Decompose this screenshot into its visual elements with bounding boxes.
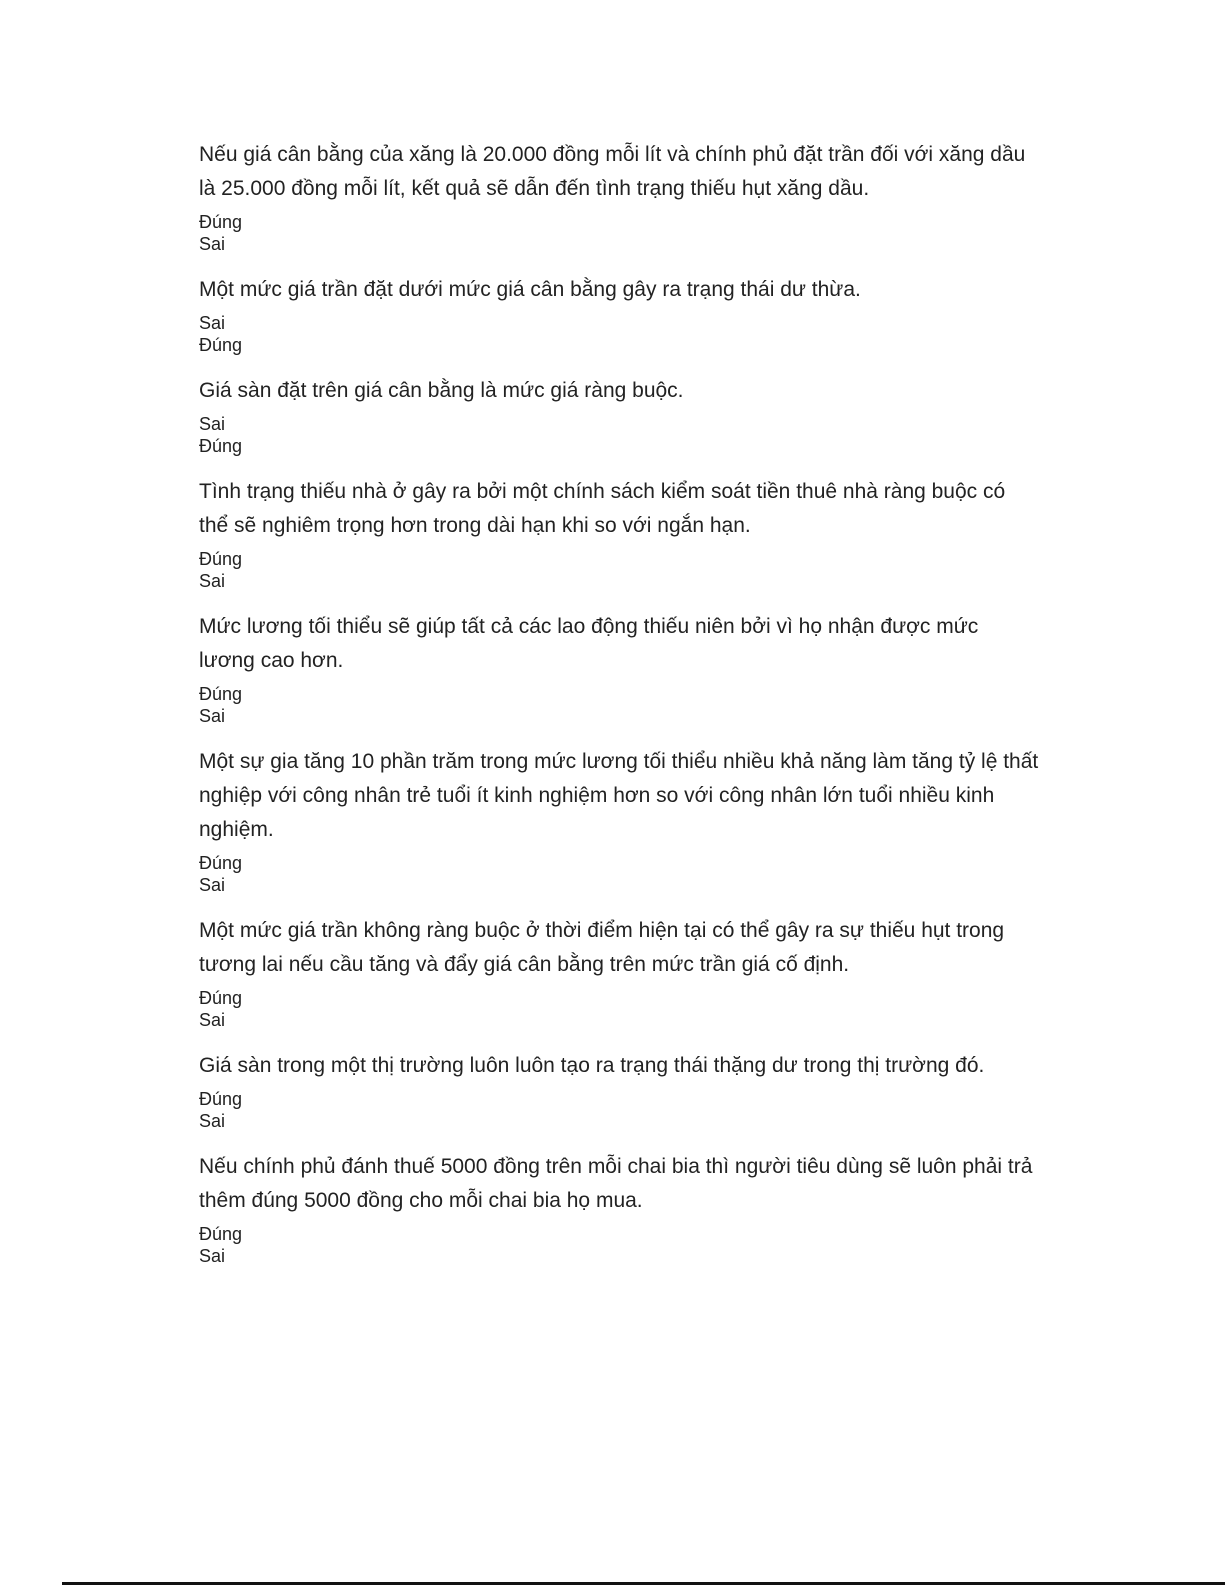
answer-options xyxy=(199,1088,1039,1132)
answer-option-sai[interactable]: Sai xyxy=(199,1010,226,1030)
question-text: Một mức giá trần đặt dưới mức giá cân bằng gây ra trạng thái dư thừa. xyxy=(199,278,861,301)
answer-option-sai[interactable]: Sai xyxy=(199,1111,226,1131)
answer-option-dung[interactable]: Đúng xyxy=(199,436,243,456)
answer-option-sai[interactable]: Sai xyxy=(199,234,226,254)
answer-option-dung[interactable]: Đúng xyxy=(199,853,243,873)
answer-option-dung[interactable]: Đúng xyxy=(199,335,243,355)
answer-option-dung[interactable]: Đúng xyxy=(199,549,243,569)
question-9 xyxy=(199,1150,1039,1267)
answer-options xyxy=(199,987,1039,1031)
answer-option-sai[interactable]: Sai xyxy=(199,706,226,726)
answer-option-sai[interactable]: Sai xyxy=(199,313,226,333)
quiz-page xyxy=(199,138,1039,1285)
answer-option-dung[interactable]: Đúng xyxy=(199,212,243,232)
question-2 xyxy=(199,273,1039,356)
answer-option-sai[interactable]: Sai xyxy=(199,875,226,895)
question-text: Một mức giá trần không ràng buộc ở thời điểm hiện tại có thể gây ra sự thiếu hụt trong tương lai nếu cầu tăng và đẩy giá cân bằng trên mức trần giá cố định. xyxy=(199,919,1005,976)
answer-options xyxy=(199,852,1039,896)
question-7 xyxy=(199,914,1039,1031)
answer-option-dung[interactable]: Đúng xyxy=(199,1089,243,1109)
answer-options xyxy=(199,312,1039,356)
answer-option-sai[interactable]: Sai xyxy=(199,414,226,434)
answer-option-sai[interactable]: Sai xyxy=(199,1246,226,1266)
question-5 xyxy=(199,610,1039,727)
answer-options xyxy=(199,683,1039,727)
question-text: Mức lương tối thiểu sẽ giúp tất cả các lao động thiếu niên bởi vì họ nhận được mức lương cao hơn. xyxy=(199,615,979,672)
answer-options xyxy=(199,211,1039,255)
question-text: Nếu giá cân bằng của xăng là 20.000 đồng mỗi lít và chính phủ đặt trần đối với xăng dầu là 25.000 đồng mỗi lít, kết quả sẽ dẫn đến tình trạng thiếu hụt xăng dầu. xyxy=(199,143,1026,200)
answer-option-sai[interactable]: Sai xyxy=(199,571,226,591)
answer-options xyxy=(199,548,1039,592)
answer-option-dung[interactable]: Đúng xyxy=(199,1224,243,1244)
question-text: Giá sàn đặt trên giá cân bằng là mức giá ràng buộc. xyxy=(199,379,684,402)
question-8 xyxy=(199,1049,1039,1132)
question-3 xyxy=(199,374,1039,457)
question-text: Giá sàn trong một thị trường luôn luôn tạo ra trạng thái thặng dư trong thị trường đó. xyxy=(199,1054,985,1077)
question-6 xyxy=(199,745,1039,896)
question-1 xyxy=(199,138,1039,255)
answer-options xyxy=(199,413,1039,457)
question-text: Nếu chính phủ đánh thuế 5000 đồng trên mỗi chai bia thì người tiêu dùng sẽ luôn phải trả thêm đúng 5000 đồng cho mỗi chai bia họ mua. xyxy=(199,1155,1033,1212)
answer-option-dung[interactable]: Đúng xyxy=(199,988,243,1008)
question-4 xyxy=(199,475,1039,592)
answer-option-dung[interactable]: Đúng xyxy=(199,684,243,704)
question-text: Một sự gia tăng 10 phần trăm trong mức lương tối thiểu nhiều khả năng làm tăng tỷ lệ thất nghiệp với công nhân trẻ tuổi ít kinh nghiệm hơn so với công nhân lớn tuổi nhiều kinh nghiệm. xyxy=(199,750,1039,841)
question-text: Tình trạng thiếu nhà ở gây ra bởi một chính sách kiểm soát tiền thuê nhà ràng buộc có thể sẽ nghiêm trọng hơn trong dài hạn khi so với ngắn hạn. xyxy=(199,480,1006,537)
answer-options xyxy=(199,1223,1039,1267)
